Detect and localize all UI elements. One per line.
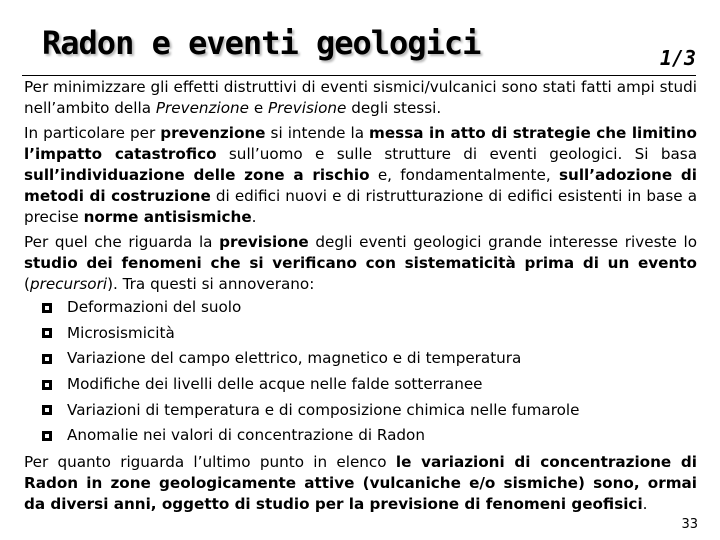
- square-bullet-icon: [42, 303, 52, 313]
- text: Per quel che riguarda la: [24, 233, 220, 251]
- list-item: [42, 397, 697, 423]
- text: (: [24, 275, 30, 293]
- emphasis-precursori: precursori: [29, 275, 108, 293]
- text: e, fondamentalmente,: [369, 166, 559, 184]
- list-item-text: Variazione del campo elettrico, magnetico e di temperatura: [67, 349, 522, 368]
- paragraph-prevenzione: [24, 123, 697, 228]
- emphasis-previsione: Previsione: [268, 99, 347, 117]
- slide-number: 33: [681, 517, 698, 532]
- paragraph-intro: [24, 77, 697, 119]
- bold-text: sull’individuazione delle zone a rischio: [24, 166, 370, 184]
- bold-text: studio dei fenomeni che si verificano con sistematicità prima di un evento: [24, 254, 697, 272]
- bold-text: prevenzione: [160, 124, 266, 142]
- list-item-text: Deformazioni del suolo: [67, 298, 242, 317]
- bold-text: le variazioni di concentrazione di Radon in zone geologicamente attive (vulcaniche e/o sismiche) sono, ormai da diversi anni, oggetto di studio per la previsione di fenomeni geofisici: [24, 452, 698, 513]
- list-item: [42, 295, 697, 321]
- list-item-text: Modifiche dei livelli delle acque nelle falde sotterranee: [67, 375, 483, 394]
- text: si intende la: [265, 124, 370, 142]
- text: e: [249, 99, 269, 117]
- slide-body: [24, 77, 697, 519]
- list-item: [42, 372, 697, 398]
- bold-text: previsione: [219, 233, 309, 251]
- slide-title: Radon e eventi geologici: [42, 24, 481, 62]
- text: In particolare per: [24, 124, 161, 142]
- precursor-list: [24, 295, 697, 449]
- list-item-text: Variazioni di temperatura e di composizione chimica nelle fumarole: [67, 400, 580, 419]
- text: Per minimizzare gli effetti distruttivi di eventi sismici/vulcanici sono stati fatti ampi studi nell’ambito della: [24, 78, 697, 117]
- paragraph-previsione: [24, 232, 697, 295]
- bold-text: messa in atto di strategie che limitino l’impatto catastrofico: [24, 124, 697, 163]
- square-bullet-icon: [42, 405, 52, 415]
- bold-text: sull’adozione di metodi di costruzione: [24, 166, 697, 205]
- paragraph-radon: [24, 452, 697, 515]
- square-bullet-icon: [42, 431, 52, 441]
- text: sull’uomo e sulle strutture di eventi geologici. Si basa: [216, 145, 698, 163]
- text: .: [251, 208, 257, 226]
- list-item: [42, 423, 697, 449]
- text: Per quanto riguarda l’ultimo punto in elenco: [24, 452, 396, 471]
- bold-text: norme antisismiche: [83, 208, 252, 226]
- list-item-text: Microsismicità: [67, 323, 175, 342]
- text: ). Tra questi si annoverano:: [107, 275, 315, 293]
- list-item: [42, 346, 697, 372]
- text: degli stessi.: [346, 99, 442, 117]
- list-item-text: Anomalie nei valori di concentrazione di Radon: [67, 426, 425, 445]
- text: .: [642, 494, 648, 513]
- page-indicator: 1/3: [659, 46, 696, 70]
- title-divider: [22, 75, 696, 76]
- square-bullet-icon: [42, 380, 52, 390]
- text: degli eventi geologici grande interesse riveste lo: [308, 233, 697, 251]
- emphasis-prevenzione: Prevenzione: [155, 99, 250, 117]
- square-bullet-icon: [42, 328, 52, 338]
- list-item: [42, 321, 697, 347]
- square-bullet-icon: [42, 354, 52, 364]
- text: di edifici nuovi e di ristrutturazione di edifici esistenti in base a precise: [24, 187, 697, 226]
